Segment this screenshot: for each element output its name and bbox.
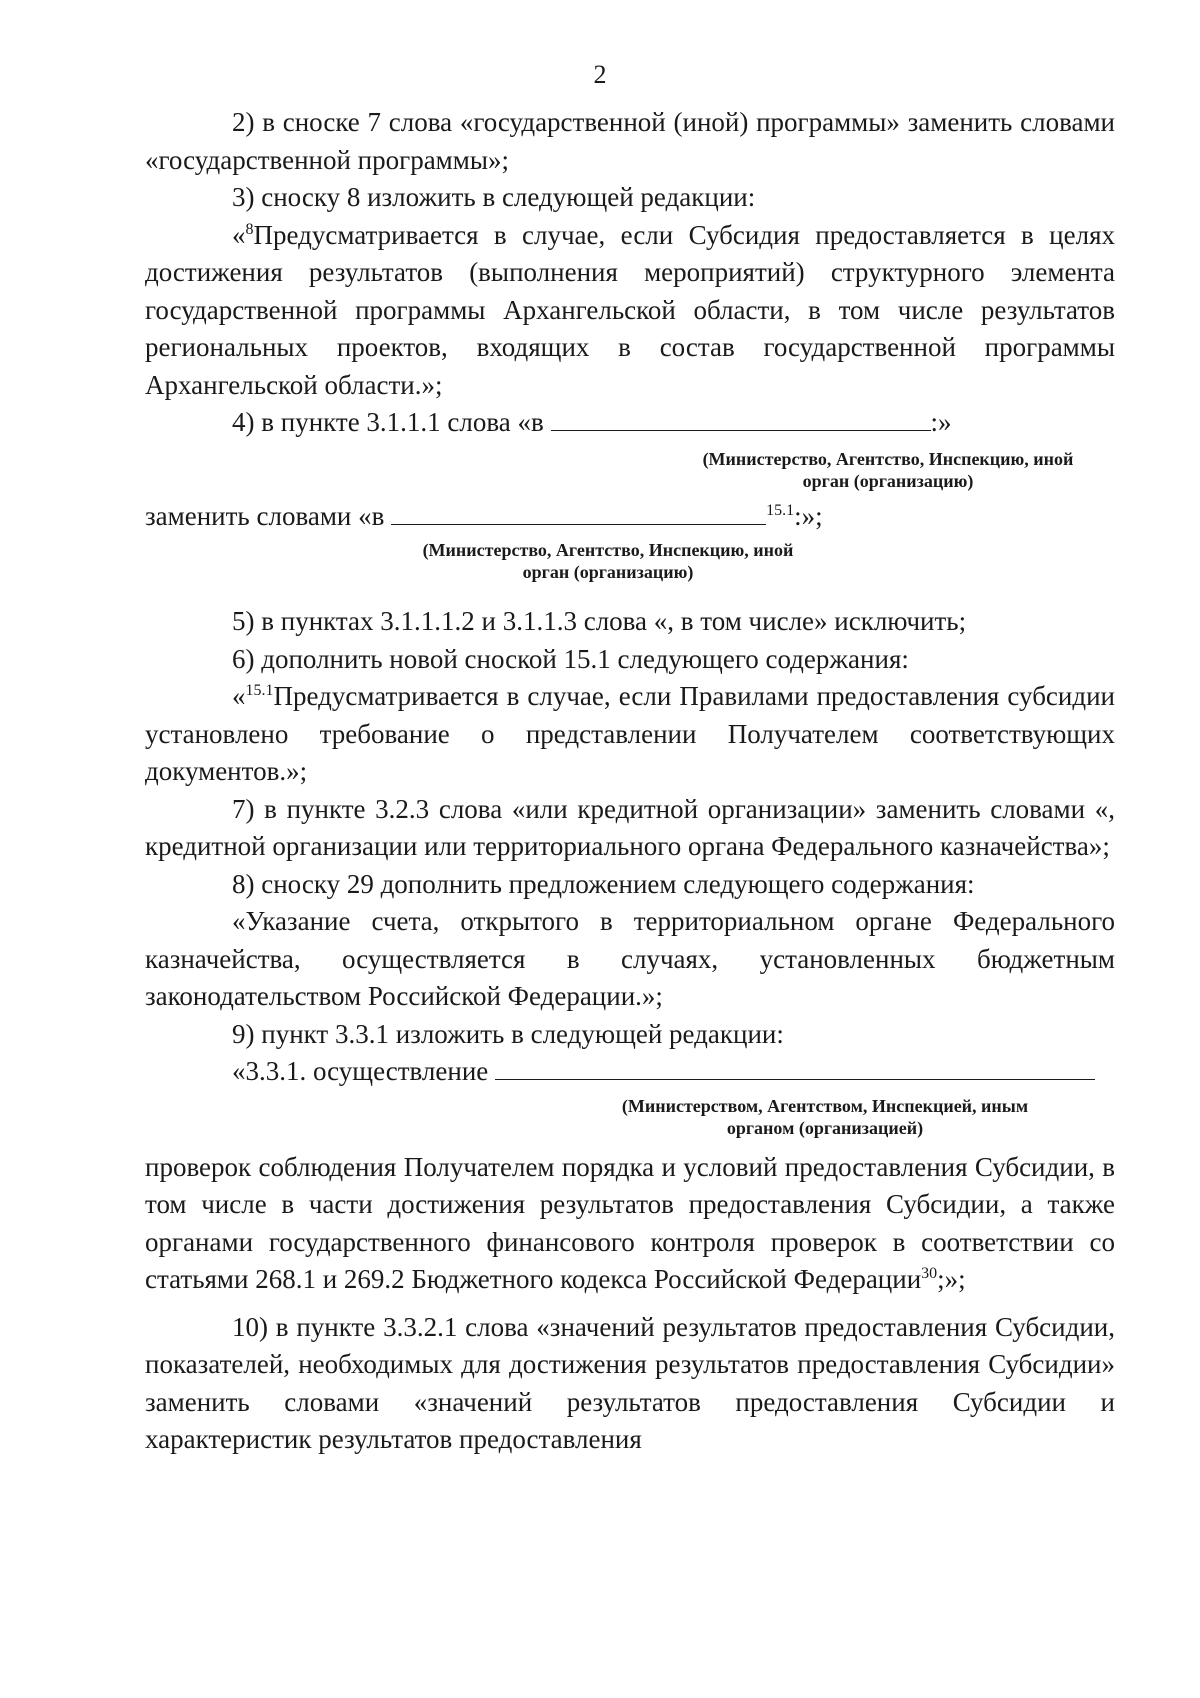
item-9-rest-text: проверок соблюдения Получателем порядка и условий предоставления Субсидии, в том числе в части достижения результатов предоставления Субсидии, а также органами государственного финансового контроля проверок в соответствии со статьями 268.1 и 269.2 Бюджетного кодекса Российской Федерации xyxy=(145,1151,1115,1294)
caption-ministry-2: (Министерство, Агентство, Инспекцию, иной орган (организацию) xyxy=(422,540,794,582)
blank-line-ministry-3 xyxy=(495,1055,1095,1080)
item-8: 8) сноску 29 дополнить предложением следующего содержания: xyxy=(232,868,975,899)
item-6-quote xyxy=(145,678,1115,791)
item-2: 2) в сноске 7 слова «государственной (иной) программы» заменить словами «государственной программы»; xyxy=(145,107,1115,175)
item-9-quote xyxy=(145,1053,1115,1091)
item-10: 10) в пункте 3.3.2.1 слова «значений результатов предоставления Субсидии, показателей, необходимых для достижения результатов предоставления Субсидии» заменить словами «значений результатов предоставления Субсидии и характеристик результатов предоставления xyxy=(145,1311,1115,1454)
footnote-ref-8: 8 xyxy=(245,220,254,238)
item-3: 3) сноску 8 изложить в следующей редакции: xyxy=(232,182,756,212)
item-4-replace xyxy=(145,498,1115,536)
item-7: 7) в пункте 3.2.3 слова «или кредитной организации» заменить словами «, кредитной организации или территориального органа Федерального казначейства»; xyxy=(145,793,1115,861)
item-4-text: 4) в пункте 3.1.1.1 слова «в xyxy=(232,407,544,437)
blank-line-ministry xyxy=(551,406,931,431)
footnote-ref-15-1: 15.1 xyxy=(766,501,795,519)
item-3-quote xyxy=(145,217,1115,405)
footnote-ref-15-1: 15.1 xyxy=(245,682,274,699)
item-6-quote-text: Предусматривается в случае, если Правилами предоставления субсидии установлено требование о представлении Получателем соответствующих документов.»; xyxy=(145,681,1115,786)
item-4-close: :» xyxy=(930,407,952,437)
footnote-ref-30: 30 xyxy=(921,1265,938,1282)
item-8-quote: «Указание счета, открытого в территориальном органе Федерального казначейства, осуществляется в случаях, установленных бюджетным законодательством Российской Федерации.»; xyxy=(145,906,1115,1011)
item-4 xyxy=(145,404,1115,442)
item-4-replace-close: :»; xyxy=(794,500,823,531)
item-5: 5) в пунктах 3.1.1.1.2 и 3.1.1.3 слова «, в том числе» исключить; xyxy=(232,606,967,636)
item-9-quote-text: «3.3.1. осуществление xyxy=(232,1056,489,1086)
item-4-replace-text: заменить словами «в xyxy=(145,500,385,531)
caption-ministry-1: (Министерство, Агентство, Инспекцию, иной орган (организацию) xyxy=(702,448,1074,491)
item-9-rest-end: ;»; xyxy=(937,1264,966,1294)
caption-ministry-instr: (Министерством, Агентством, Инспекцией, иным органом (организацией) xyxy=(621,1095,1029,1138)
item-6: 6) дополнить новой сноской 15.1 следующего содержания: xyxy=(232,643,909,674)
item-3-quote-text: Предусматривается в случае, если Субсидия предоставляется в целях достижения результатов (выполнения мероприятий) структурного элемента государственной программы Архангельской области, в том числе результатов региональных проектов, входящих в состав государственной программы Архангельской области.»; xyxy=(145,219,1115,400)
blank-line-ministry-2 xyxy=(391,500,766,525)
quote-open: « xyxy=(232,219,246,250)
item-9: 9) пункт 3.3.1 изложить в следующей редакции: xyxy=(232,1018,784,1049)
quote-open: « xyxy=(232,681,246,711)
document-body xyxy=(145,104,1115,1459)
page-number: 2 xyxy=(593,60,607,89)
item-9-rest xyxy=(145,1149,1115,1299)
